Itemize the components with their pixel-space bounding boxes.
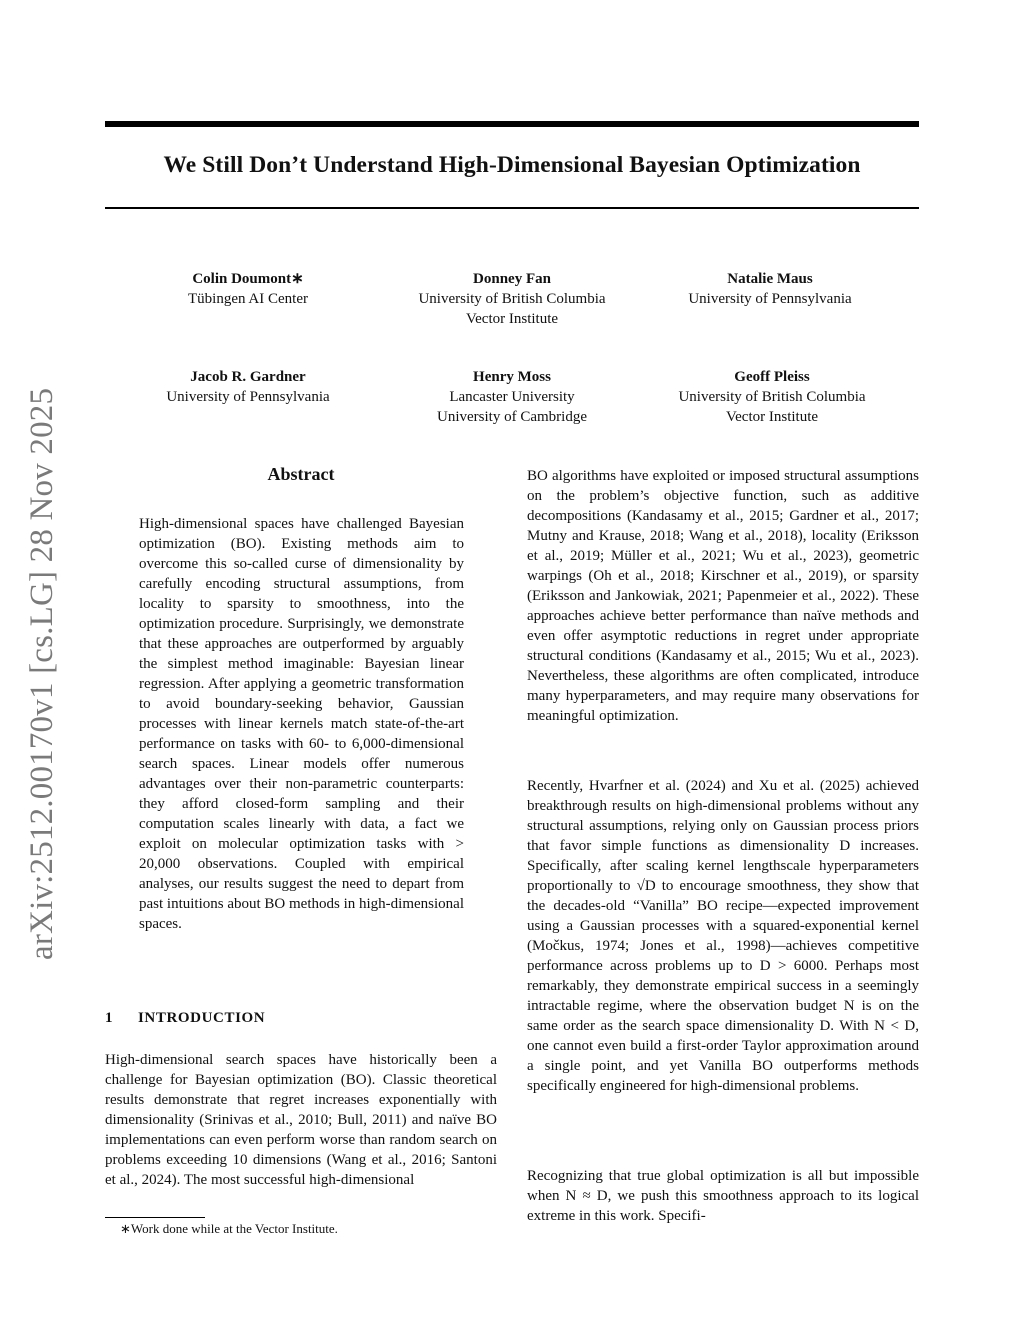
author-name: Colin Doumont∗ <box>192 271 304 287</box>
abstract-text: High-dimensional spaces have challenged Bayesian optimization (BO). Existing methods aim to overcome this so-called curse of dimensionality by carefully encoding structural assumptions, from locality to sparsity to smoothness, into the optimization procedure. Surprisingly, we demonstrate that these approaches are outperformed by arguably the simplest method imaginable: Bayesian linear regression. After applying a geometric transformation to avoid boundary-seeking behavior, Gaussian processes with linear kernels match state-of-the-art performance on tasks with 60- to 6,000-dimensional search spaces. Linear models offer numerous advantages over their non-parametric counterparts: they afford closed-form sampling and their computation scales linearly with data, a fact we exploit on molecular optimization tasks with > 20,000 observations. Coupled with empirical analyses, our results suggest the need to depart from past intuitions about BO methods in high-dimensional spaces. <box>139 516 464 932</box>
paper-title: We Still Don’t Understand High-Dimensional Bayesian Optimization <box>163 152 861 178</box>
author-name: Donney Fan <box>473 271 551 287</box>
author-block <box>372 269 652 329</box>
author-affiliation: University of British Columbia <box>678 389 866 405</box>
intro-paragraph: High-dimensional search spaces have historically been a challenge for Bayesian optimization (BO). Classic theoretical results demonstrate that regret increases exponentially with dimensionality (Srinivas et al., 2010; Bull, 2011) and naïve BO implementations can even perform worse than random search on problems exceeding 10 dimensions (Wang et al., 2016; Santoni et al., 2024). The most successful high-dimensional <box>105 1052 497 1188</box>
title-bottom-rule <box>105 207 919 209</box>
arxiv-stamp: arXiv:2512.00170v1 [cs.LG] 28 Nov 2025 <box>24 387 60 960</box>
author-affiliation: Tübingen AI Center <box>188 291 308 307</box>
section-heading <box>105 1010 265 1027</box>
author-block <box>108 367 388 407</box>
author-affiliation: Vector Institute <box>465 311 559 327</box>
author-block <box>372 367 652 427</box>
section-title: INTRODUCTION <box>138 1010 266 1026</box>
section-number: 1 <box>105 1010 113 1026</box>
author-block <box>632 367 912 427</box>
abstract-heading: Abstract <box>267 464 335 484</box>
body-paragraph: BO algorithms have exploited or imposed structural assumptions on the problem’s objective function, such as additive decompositions (Kandasamy et al., 2015; Gardner et al., 2017; Mutny and Krause, 2018; Wang et al., 2018), locality (Eriksson et al., 2019; Müller et al., 2021; Wu et al., 2023), geometric warpings (Oh et al., 2018; Kirschner et al., 2019), or sparsity (Eriksson and Jankowiak, 2021; Papenmeier et al., 2022). These approaches achieve better performance than naïve methods and even offer asymptotic reductions in regret under appropriate structural conditions (Kandasamy et al., 2015; Wu et al., 2023). Nevertheless, these algorithms are often complicated, introduce many hyperparameters, and may require many observations for meaningful optimization. <box>527 468 919 724</box>
author-block <box>630 269 910 309</box>
body-paragraph: Recently, Hvarfner et al. (2024) and Xu et al. (2025) achieved breakthrough results on high-dimensional problems without any structural assumptions, relying only on Gaussian process priors that favor simple functions as dimensionality D increases. Specifically, after scaling kernel lengthscale hyperparameters proportionally to √D to encourage smoothness, they show that the decades-old “Vanilla” BO recipe—expected improvement using a Gaussian processes with a squared-exponential kernel (Močkus, 1974; Jones et al., 1998)—achieves competitive performance across problems up to D > 6000. Perhaps most remarkably, they demonstrate empirical success in a seemingly intractable regime, where the observation budget N is on the same order as the search space dimensionality D. With N < D, one cannot even build a first-order Taylor approximation around a single point, and yet Vanilla BO outperforms methods specifically engineered for high-dimensional problems. <box>527 778 919 1094</box>
author-name: Jacob R. Gardner <box>190 369 306 385</box>
author-name: Henry Moss <box>473 369 551 385</box>
title-top-rule <box>105 121 919 127</box>
author-affiliation: University of Cambridge <box>437 409 587 425</box>
author-affiliation: University of British Columbia <box>418 291 606 307</box>
body-paragraph: Recognizing that true global optimization is all but impossible when N ≈ D, we push this smoothness approach to its logical extreme in this work. Specifi- <box>527 1168 919 1224</box>
author-affiliation: Lancaster University <box>449 389 575 405</box>
author-block <box>108 269 388 309</box>
author-name: Geoff Pleiss <box>734 369 810 385</box>
footnote-rule <box>105 1217 205 1218</box>
author-affiliation: Vector Institute <box>725 409 819 425</box>
author-name: Natalie Maus <box>727 271 813 287</box>
footnote: ∗Work done while at the Vector Institute. <box>120 1221 338 1236</box>
author-affiliation: University of Pennsylvania <box>688 291 852 307</box>
author-affiliation: University of Pennsylvania <box>166 389 330 405</box>
